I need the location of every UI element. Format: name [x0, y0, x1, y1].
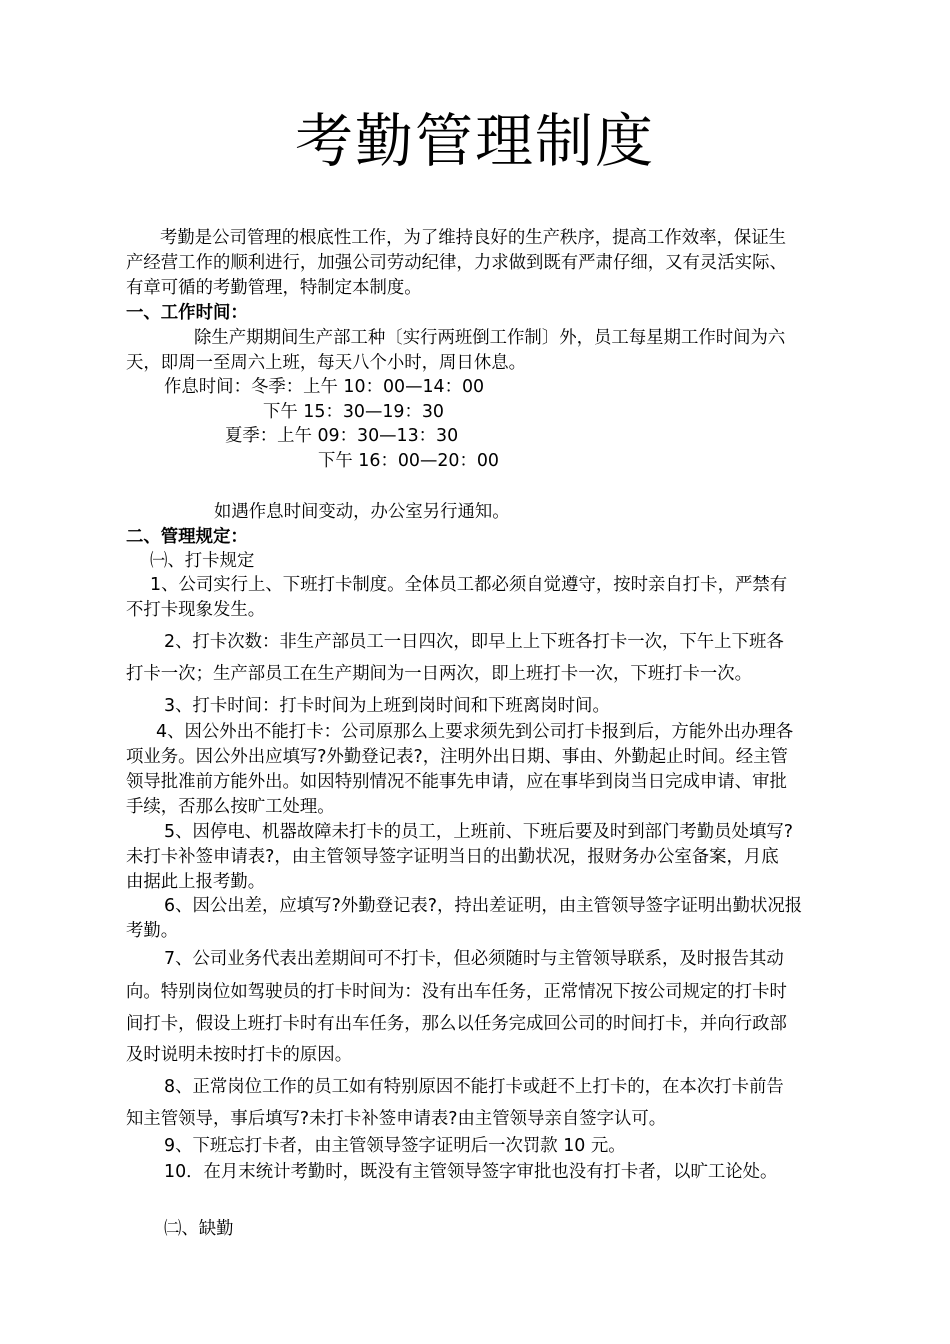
rule-line: 未打卡补签申请表?，由主管领导签字证明当日的出勤状况，报财务办公室备案，月底 [126, 847, 779, 867]
rule-line: 知主管领导，事后填写?未打卡补签申请表?由主管领导亲自签字认可。 [126, 1109, 667, 1129]
rule-line: 领导批准前方能外出。如因特别情况不能事先申请，应在事毕到岗当日完成申请、审批 [126, 772, 787, 792]
rule-line: 2、打卡次数：非生产部员工一日四次，即早上上下班各打卡一次，下午上下班各 [164, 632, 784, 652]
rule-line: 不打卡现象发生。 [126, 600, 266, 620]
intro-line: 考勤是公司管理的根底性工作，为了维持良好的生产秩序，提高工作效率，保证生 [160, 228, 787, 248]
paragraph-line: 除生产期期间生产部工种〔实行两班倒工作制〕外，员工每星期工作时间为六 [194, 328, 786, 348]
rule-line: 间打卡，假设上班打卡时有出车任务，那么以任务完成回公司的时间打卡，并向行政部 [126, 1014, 787, 1034]
schedule-line: 作息时间：冬季：上午 10：00—14：00 [164, 377, 485, 397]
intro-line: 产经营工作的顺利进行，加强公司劳动纪律，力求做到既有严肃仔细，又有灵活实际、 [126, 253, 787, 273]
rule-line: 6、因公出差，应填写?外勤登记表?，持出差证明，由主管领导签字证明出勤状况报 [164, 896, 803, 916]
section-heading: 一、工作时间： [126, 303, 248, 323]
document-title: 考勤管理制度 [294, 107, 655, 175]
rule-line: 7、公司业务代表出差期间可不打卡，但必须随时与主管领导联系，及时报告其动 [164, 949, 784, 969]
rule-line: 9、下班忘打卡者，由主管领导签字证明后一次罚款 10 元。 [164, 1136, 626, 1156]
rule-line: 10．在月末统计考勤时，既没有主管领导签字审批也没有打卡者，以旷工论处。 [164, 1162, 778, 1182]
rule-line: 及时说明未按时打卡的原因。 [126, 1045, 353, 1065]
paragraph-line: 天，即周一至周六上班，每天八个小时，周日休息。 [126, 353, 526, 373]
schedule-line: 下午 16：00—20：00 [318, 451, 499, 471]
rule-line: 手续，否那么按旷工处理。 [126, 797, 335, 817]
schedule-line: 夏季：上午 09：30—13：30 [225, 426, 459, 446]
rule-line: 3、打卡时间：打卡时间为上班到岗时间和下班离岗时间。 [164, 696, 610, 716]
schedule-line: 下午 15：30—19：30 [263, 402, 444, 422]
rule-line: 1、公司实行上、下班打卡制度。全体员工都必须自觉遵守，按时亲自打卡，严禁有 [150, 575, 788, 595]
rule-line: 考勤。 [126, 921, 179, 941]
rule-line: 8、正常岗位工作的员工如有特别原因不能打卡或赶不上打卡的，在本次打卡前告 [164, 1077, 784, 1097]
rule-line: 4、因公外出不能打卡：公司原那么上要求须先到公司打卡报到后，方能外出办理各 [156, 722, 794, 742]
rule-line: 向。特别岗位如驾驶员的打卡时间为：没有出车任务，正常情况下按公司规定的打卡时 [126, 982, 787, 1002]
section-heading: 二、管理规定： [126, 527, 248, 547]
subsection-heading: ㈡、缺勤 [164, 1219, 234, 1239]
intro-line: 有章可循的考勤管理，特制定本制度。 [126, 278, 422, 298]
rule-line: 5、因停电、机器故障未打卡的员工，上班前、下班后要及时到部门考勤员处填写? [164, 822, 793, 842]
rule-line: 由据此上报考勤。 [126, 872, 266, 892]
notice-line: 如遇作息时间变动，办公室另行通知。 [214, 502, 510, 522]
subsection-heading: ㈠、打卡规定 [150, 551, 255, 571]
rule-line: 打卡一次；生产部员工在生产期间为一日两次，即上班打卡一次，下班打卡一次。 [126, 664, 753, 684]
rule-line: 项业务。因公外出应填写?外勤登记表?，注明外出日期、事由、外勤起止时间。经主管 [126, 747, 788, 767]
